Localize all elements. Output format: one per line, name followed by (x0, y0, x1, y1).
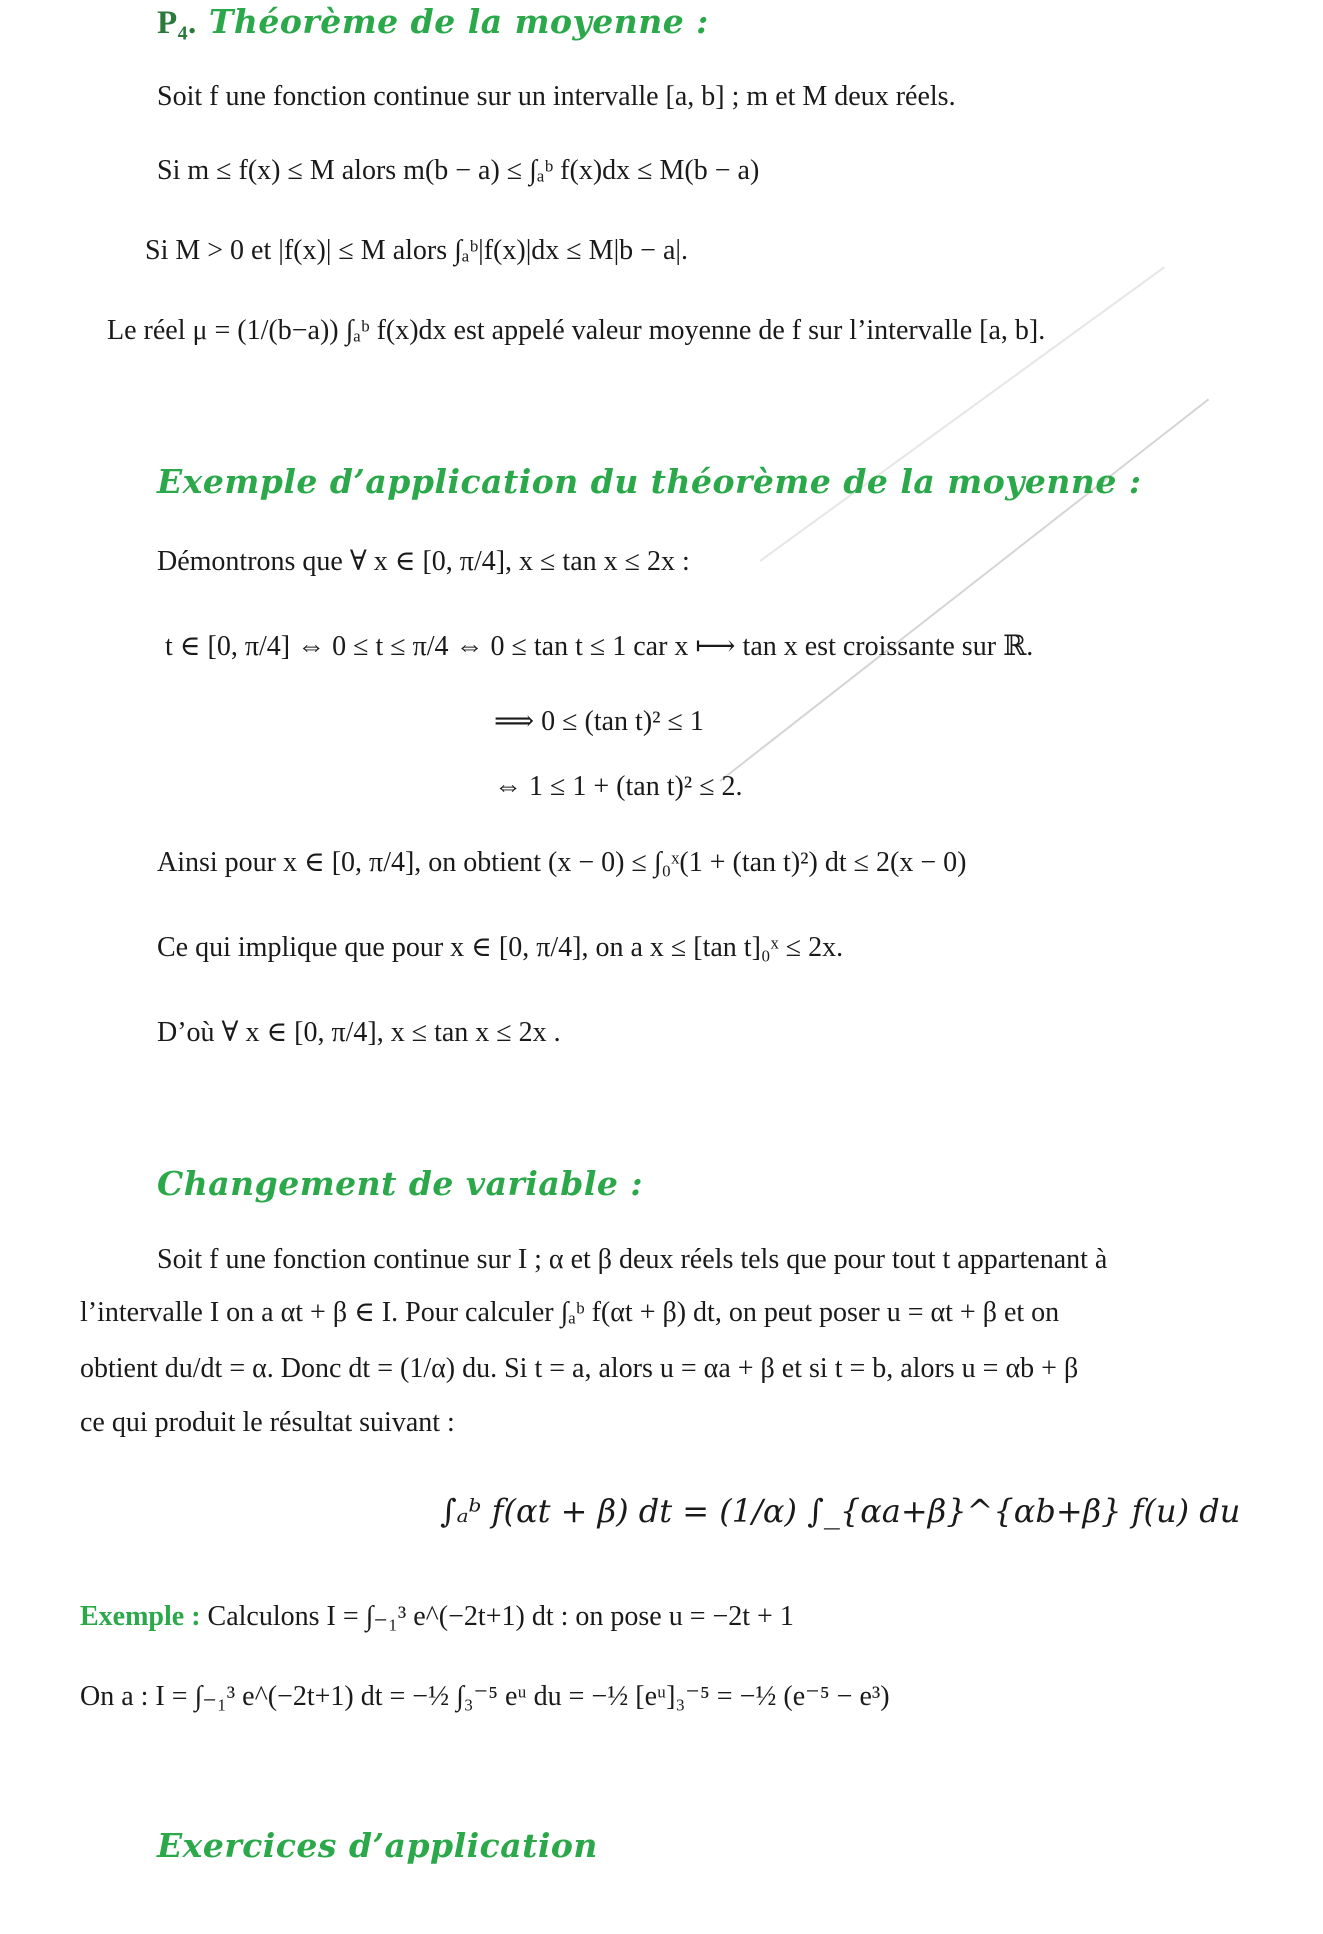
paragraph-line: Ainsi pour x ∈ [0, π/4], on obtient (x − 0) ≤ ∫₀ˣ(1 + (tan t)²) dt ≤ 2(x − 0) (157, 847, 967, 878)
example-line (80, 1600, 794, 1634)
paragraph-line: D’où ∀ x ∈ [0, π/4], x ≤ tan x ≤ 2x . (157, 1017, 561, 1048)
paragraph-line: Ce qui implique que pour x ∈ [0, π/4], on a x ≤ [tan t]₀ˣ ≤ 2x. (157, 932, 844, 963)
paragraph-line: l’intervalle I on a αt + β ∈ I. Pour calculer ∫ₐᵇ f(αt + β) dt, on peut poser u = αt + β et on (80, 1297, 1060, 1328)
section-p4-heading (157, 2, 709, 44)
section-number: P₄. (157, 5, 197, 41)
example-mean-heading: Exemple d’application du théorème de la moyenne : (157, 462, 1142, 501)
paragraph-line: Si M > 0 et |f(x)| ≤ M alors ∫ₐᵇ|f(x)|dx ≤ M|b − a|. (145, 235, 688, 266)
example-label: Exemple : (80, 1601, 201, 1632)
paragraph-line: Si m ≤ f(x) ≤ M alors m(b − a) ≤ ∫ₐᵇ f(x)dx ≤ M(b − a) (157, 155, 760, 186)
paragraph-line: t ∈ [0, π/4] ⇔ 0 ≤ t ≤ π/4 ⇔ 0 ≤ tan t ≤ 1 car x ⟼ tan x est croissante sur ℝ. (165, 631, 1034, 662)
paragraph-line: Le réel μ = (1/(b−a)) ∫ₐᵇ f(x)dx est appelé valeur moyenne de f sur l’intervalle [a, b]. (107, 315, 1046, 346)
change-variable-heading: Changement de variable : (157, 1164, 644, 1203)
paragraph-line: Soit f une fonction continue sur un intervalle [a, b] ; m et M deux réels. (157, 81, 956, 112)
example-text: Calculons I = ∫₋₁³ e^(−2t+1) dt : on pose u = −2t + 1 (207, 1601, 794, 1632)
display-formula: ∫ₐᵇ f(αt + β) dt = (1/α) ∫_{αa+β}^{αb+β} f(u) du (440, 1492, 1241, 1530)
exercises-heading: Exercices d’application (157, 1826, 598, 1865)
paragraph-line: Soit f une fonction continue sur I ; α et β deux réels tels que pour tout t appartenant à (157, 1244, 1108, 1275)
paragraph-line: On a : I = ∫₋₁³ e^(−2t+1) dt = −½ ∫₃⁻⁵ eᵘ du = −½ [eᵘ]₃⁻⁵ = −½ (e⁻⁵ − e³) (80, 1681, 890, 1712)
scan-streak (759, 266, 1165, 562)
paragraph-line: ce qui produit le résultat suivant : (80, 1407, 455, 1438)
paragraph-line: Démontrons que ∀ x ∈ [0, π/4], x ≤ tan x ≤ 2x : (157, 546, 690, 577)
paragraph-line: obtient du/dt = α. Donc dt = (1/α) du. Si t = a, alors u = αa + β et si t = b, alors u = αb + β (80, 1353, 1079, 1384)
paragraph-line: ⟹ 0 ≤ (tan t)² ≤ 1 (494, 706, 704, 737)
paragraph-line: ⇔ 1 ≤ 1 + (tan t)² ≤ 2. (494, 771, 743, 802)
section-title: Théorème de la moyenne : (208, 2, 709, 41)
scan-streak (719, 399, 1209, 782)
